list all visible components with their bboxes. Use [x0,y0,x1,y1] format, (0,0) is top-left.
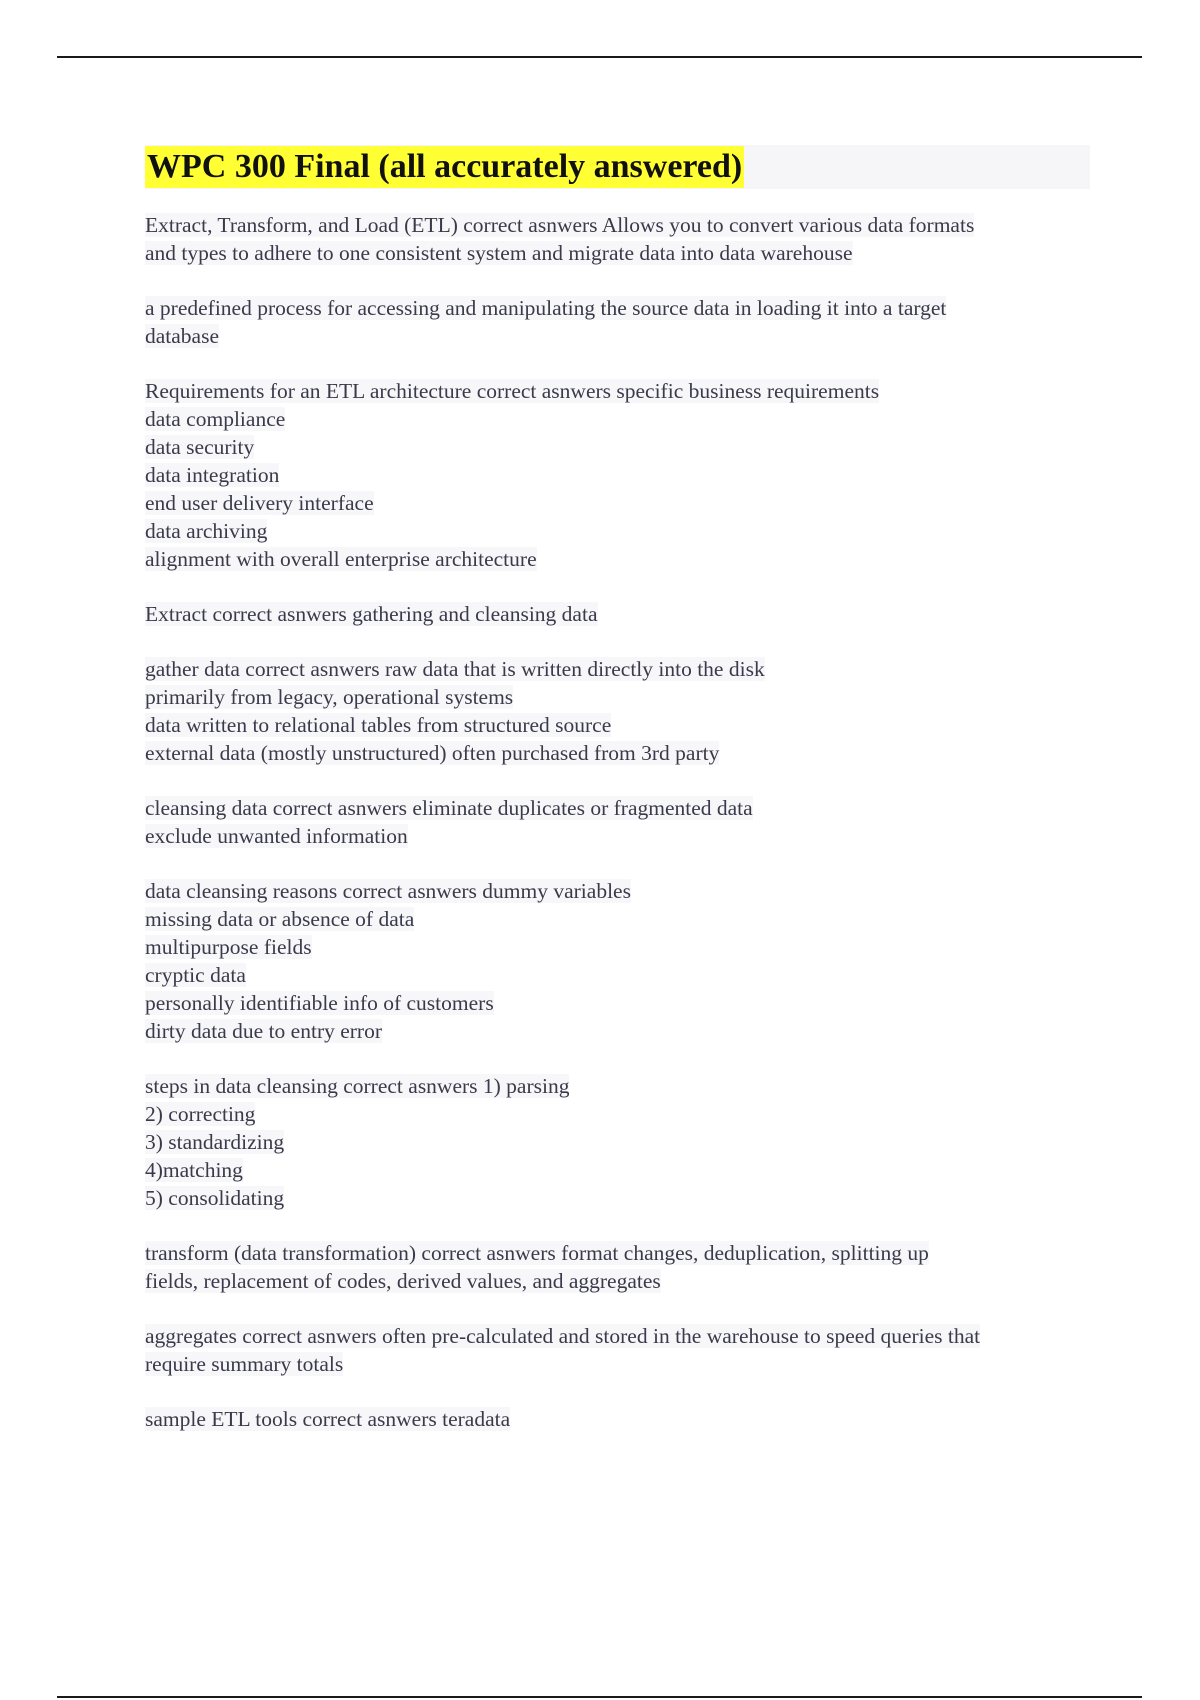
title-bar [145,145,1090,189]
text-line [145,294,1090,322]
text-line-content: personally identifiable info of customers [145,991,494,1015]
text-line [145,683,1090,711]
text-block [145,877,1090,1045]
text-block [145,211,1090,267]
text-line [145,322,1090,350]
text-block [145,655,1090,767]
text-block [145,600,1090,628]
text-line-content: exclude unwanted information [145,824,408,848]
text-line [145,461,1090,489]
text-line [145,961,1090,989]
text-block [145,294,1090,350]
text-line [145,1267,1090,1295]
text-line [145,377,1090,405]
text-line-content: transform (data transformation) correct asnwers format changes, deduplication, splitting up [145,1241,929,1265]
text-line-content: data security [145,435,255,459]
text-line-content: fields, replacement of codes, derived values, and aggregates [145,1269,661,1293]
text-line [145,905,1090,933]
text-line-content: primarily from legacy, operational systems [145,685,514,709]
text-line [145,739,1090,767]
text-line-content: data archiving [145,519,268,543]
text-line-content: 5) consolidating [145,1186,285,1210]
text-line [145,822,1090,850]
text-line [145,1072,1090,1100]
text-line-content: data compliance [145,407,286,431]
text-line-content: Extract, Transform, and Load (ETL) correct asnwers Allows you to convert various data formats [145,213,975,237]
text-line [145,1239,1090,1267]
text-block [145,1072,1090,1212]
text-line [145,1017,1090,1045]
text-line [145,405,1090,433]
document-blocks [145,211,1090,1433]
text-line-content: sample ETL tools correct asnwers teradata [145,1407,511,1431]
text-line-content: external data (mostly unstructured) often purchased from 3rd party [145,741,720,765]
text-line [145,545,1090,573]
text-line-content: alignment with overall enterprise architecture [145,547,537,571]
text-line [145,989,1090,1017]
text-line [145,1100,1090,1128]
top-rule [57,56,1142,58]
text-line-content: 4)matching [145,1158,243,1182]
text-block [145,794,1090,850]
text-line-content: gather data correct asnwers raw data that is written directly into the disk [145,657,765,681]
text-line-content: data integration [145,463,280,487]
text-line-content: 3) standardizing [145,1130,285,1154]
text-line [145,433,1090,461]
text-line-content: multipurpose fields [145,935,312,959]
bottom-rule [57,1696,1142,1698]
text-line-content: aggregates correct asnwers often pre-calculated and stored in the warehouse to speed queries that [145,1324,981,1348]
text-line-content: end user delivery interface [145,491,374,515]
text-line-content: cryptic data [145,963,246,987]
text-line [145,517,1090,545]
text-line [145,794,1090,822]
text-block [145,377,1090,573]
text-line-content: missing data or absence of data [145,907,415,931]
text-line [145,489,1090,517]
text-line-content: Requirements for an ETL architecture correct asnwers specific business requirements [145,379,880,403]
text-line [145,1156,1090,1184]
text-line-content: steps in data cleansing correct asnwers 1) parsing [145,1074,570,1098]
text-line [145,1405,1090,1433]
text-line-content: data written to relational tables from structured source [145,713,612,737]
text-line [145,655,1090,683]
text-line [145,211,1090,239]
text-line [145,1128,1090,1156]
text-line [145,877,1090,905]
text-line [145,711,1090,739]
text-line [145,1350,1090,1378]
text-line-content: dirty data due to entry error [145,1019,383,1043]
text-line [145,1322,1090,1350]
text-line [145,239,1090,267]
document-title: WPC 300 Final (all accurately answered) [145,146,744,188]
text-line-content: require summary totals [145,1352,344,1376]
text-block [145,1239,1090,1295]
text-line [145,933,1090,961]
text-line-content: database [145,324,220,348]
text-line-content: 2) correcting [145,1102,256,1126]
text-line [145,600,1090,628]
text-line-content: and types to adhere to one consistent system and migrate data into data warehouse [145,241,853,265]
text-line-content: cleansing data correct asnwers eliminate duplicates or fragmented data [145,796,753,820]
text-line-content: a predefined process for accessing and manipulating the source data in loading it into a target [145,296,947,320]
text-line-content: data cleansing reasons correct asnwers dummy variables [145,879,631,903]
text-line-content: Extract correct asnwers gathering and cleansing data [145,602,598,626]
text-block [145,1322,1090,1378]
text-line [145,1184,1090,1212]
text-block [145,1405,1090,1433]
document-body [145,145,1090,1460]
